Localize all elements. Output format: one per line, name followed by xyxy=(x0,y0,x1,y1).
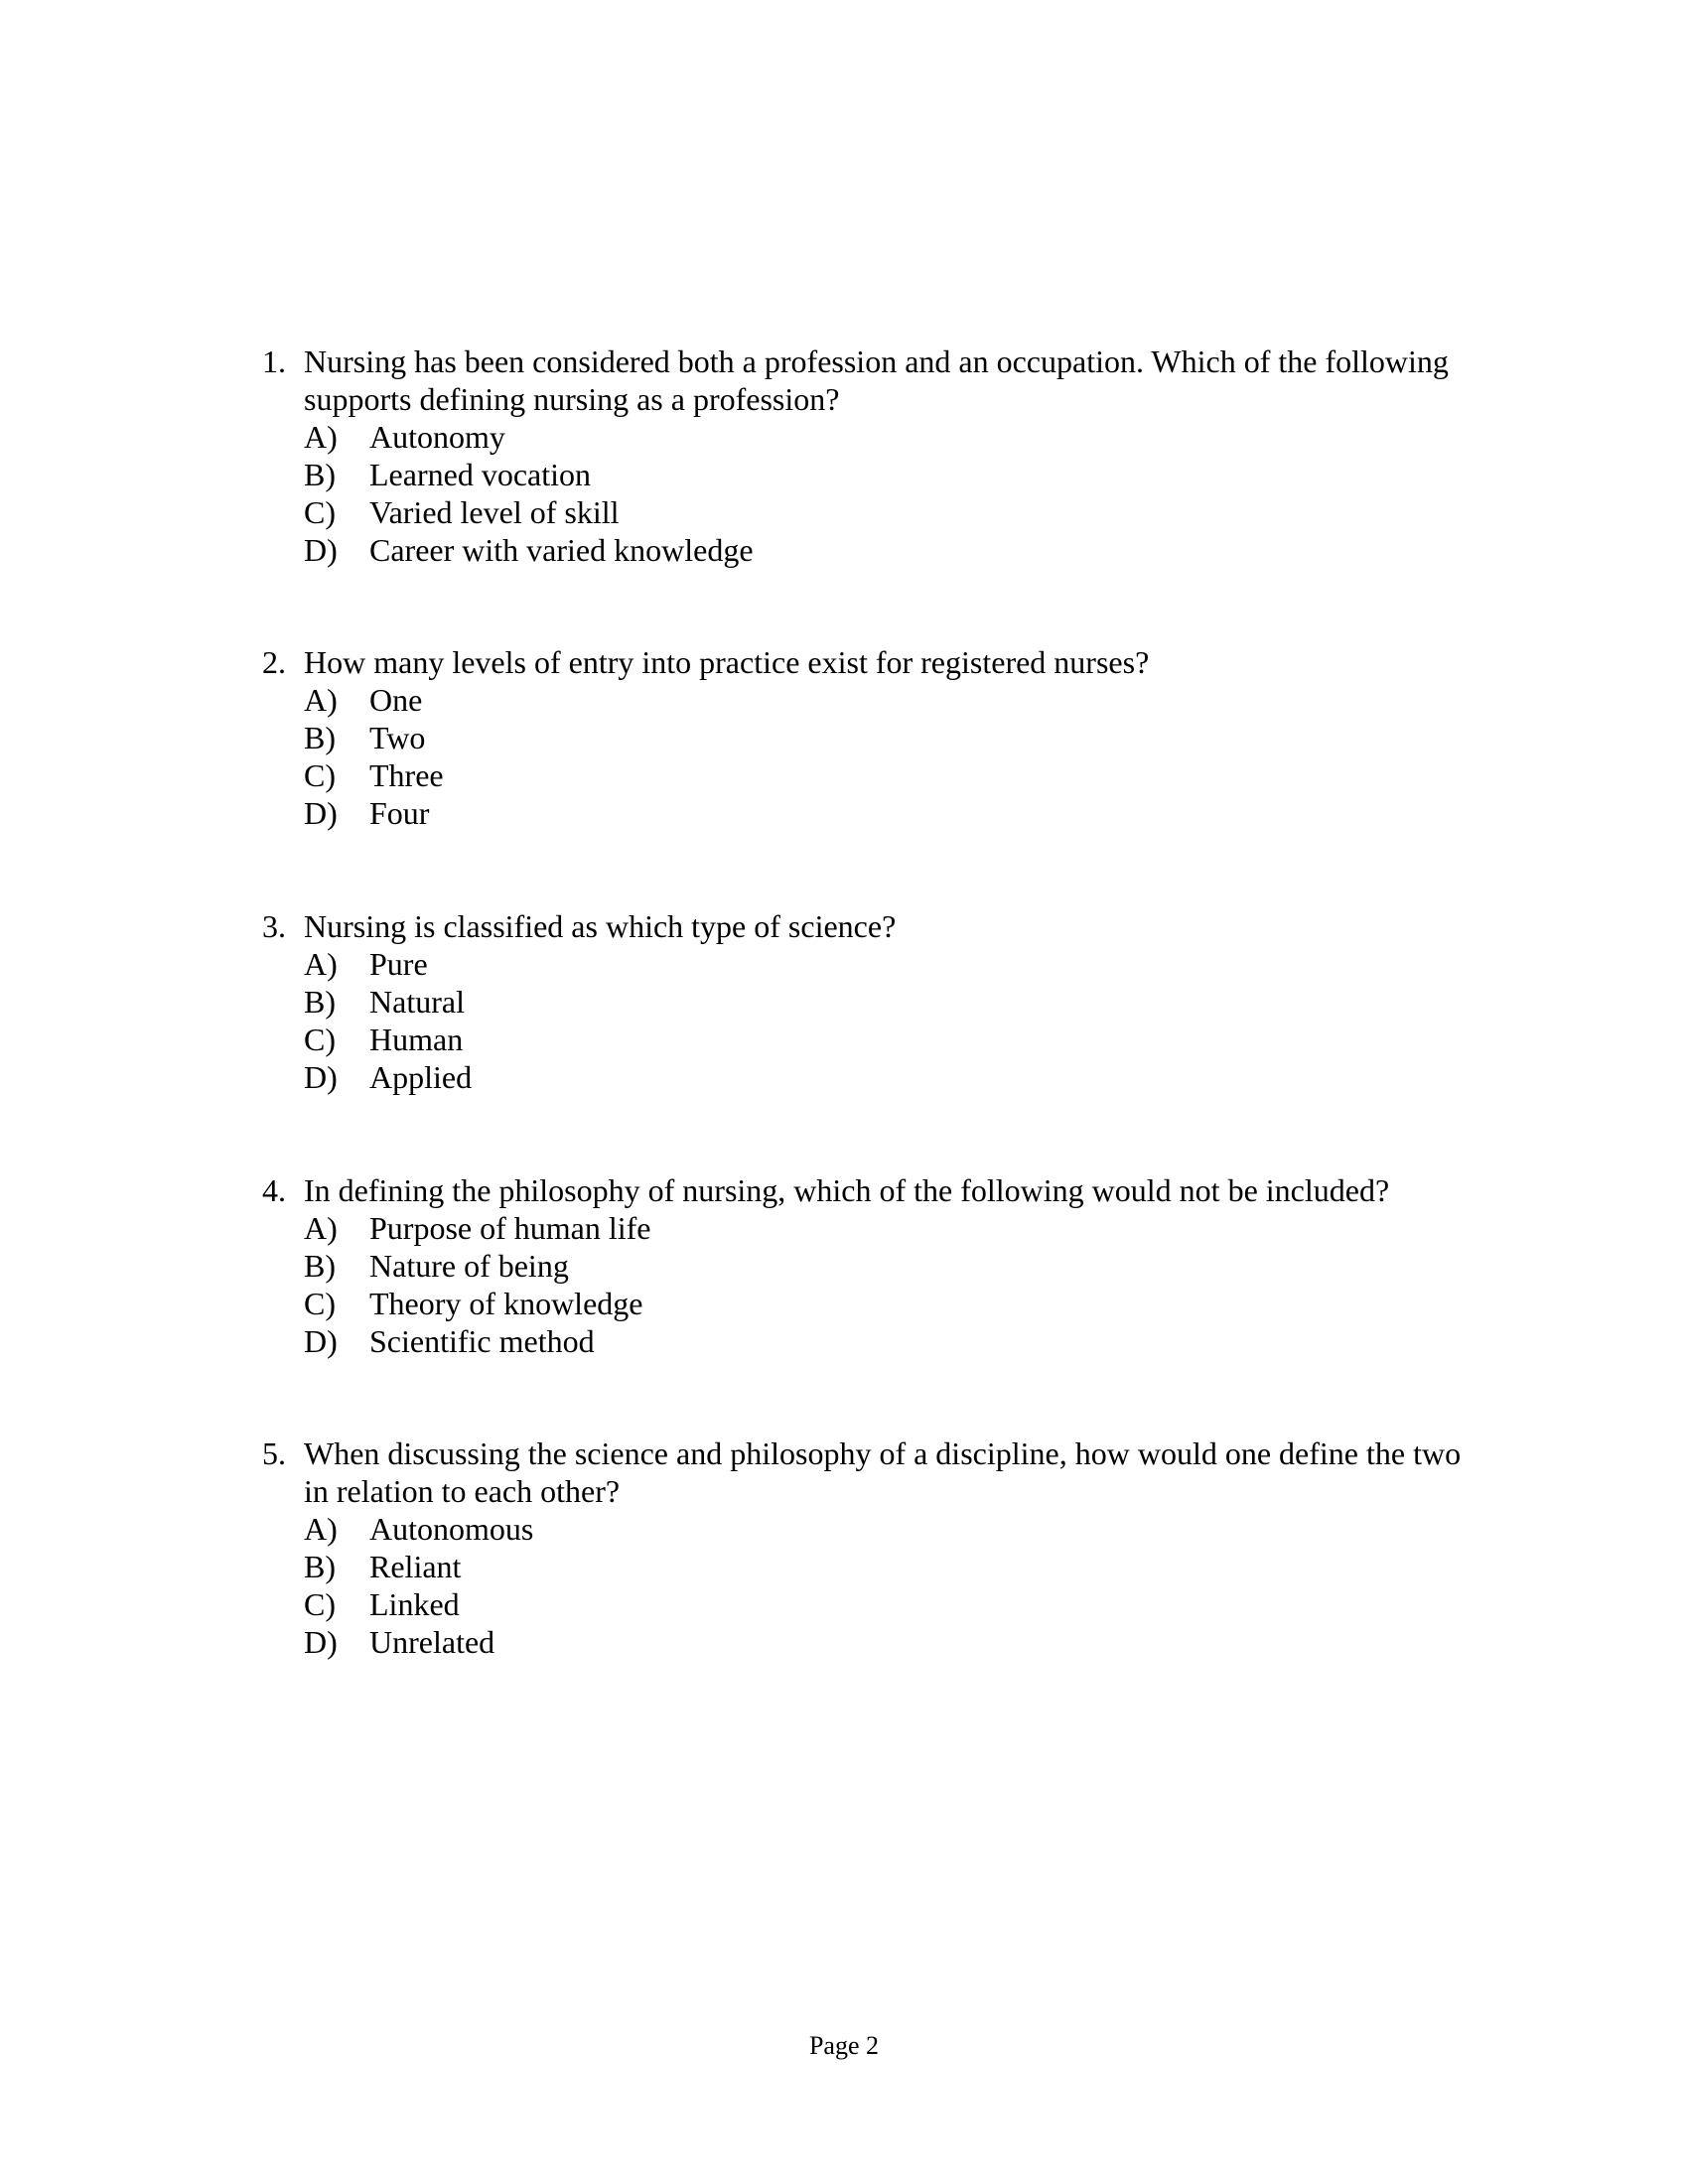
answer-option xyxy=(304,983,1483,1021)
option-text: Learned vocation xyxy=(369,457,591,492)
answer-option xyxy=(304,719,1483,756)
question-2 xyxy=(262,643,1483,832)
option-text: Autonomous xyxy=(369,1511,534,1547)
option-text: Human xyxy=(369,1022,464,1057)
option-text: Varied level of skill xyxy=(369,494,620,530)
answer-option xyxy=(304,1585,1483,1623)
option-text: One xyxy=(369,682,423,718)
question-1 xyxy=(262,342,1483,569)
option-text: Theory of knowledge xyxy=(369,1286,643,1321)
answer-option xyxy=(304,1209,1483,1247)
option-text: Reliant xyxy=(369,1549,462,1584)
answer-option xyxy=(304,1058,1483,1096)
answer-option xyxy=(304,1623,1483,1661)
answer-option xyxy=(304,756,1483,794)
question-3 xyxy=(262,907,1483,1096)
question-text: How many levels of entry into practice exist for registered nurses? xyxy=(304,644,1150,680)
option-letter: C) xyxy=(304,1286,336,1321)
answer-option xyxy=(304,1322,1483,1360)
option-text: Unrelated xyxy=(369,1624,495,1660)
option-letter: A) xyxy=(304,682,338,718)
option-letter: B) xyxy=(304,1248,336,1284)
page-number: Page 2 xyxy=(808,2031,880,2060)
option-letter: B) xyxy=(304,984,336,1020)
question-number: 2. xyxy=(262,644,286,680)
option-letter: A) xyxy=(304,1511,338,1547)
answer-option xyxy=(304,1510,1483,1548)
question-stem xyxy=(262,643,1483,681)
option-text: Two xyxy=(369,720,426,755)
option-letter: D) xyxy=(304,1059,338,1095)
answer-option xyxy=(304,1548,1483,1585)
answer-option xyxy=(304,945,1483,983)
option-letter: B) xyxy=(304,457,336,492)
option-letter: B) xyxy=(304,720,336,755)
question-stem xyxy=(262,1171,1483,1209)
question-stem xyxy=(262,1434,1483,1510)
answer-option xyxy=(304,418,1483,456)
answer-option xyxy=(304,493,1483,531)
answer-option xyxy=(304,531,1483,569)
answer-option xyxy=(304,1285,1483,1322)
question-text: Nursing is classified as which type of science? xyxy=(304,908,897,944)
option-letter: C) xyxy=(304,1586,336,1622)
option-letter: D) xyxy=(304,795,338,831)
option-text: Pure xyxy=(369,946,428,982)
option-text: Four xyxy=(369,795,430,831)
option-letter: C) xyxy=(304,757,336,793)
question-4 xyxy=(262,1171,1483,1360)
question-stem xyxy=(262,342,1483,418)
option-text: Natural xyxy=(369,984,465,1020)
question-text: In defining the philosophy of nursing, which of the following would not be included? xyxy=(304,1172,1390,1208)
question-number: 3. xyxy=(262,908,286,944)
option-letter: C) xyxy=(304,1022,336,1057)
option-letter: C) xyxy=(304,494,336,530)
option-letter: A) xyxy=(304,1210,338,1246)
option-letter: D) xyxy=(304,1323,338,1359)
question-number: 5. xyxy=(262,1435,286,1471)
option-text: Career with varied knowledge xyxy=(369,532,754,568)
option-text: Scientific method xyxy=(369,1323,595,1359)
question-number: 1. xyxy=(262,343,286,379)
question-stem xyxy=(262,907,1483,945)
option-text: Autonomy xyxy=(369,419,505,455)
answer-option xyxy=(304,681,1483,719)
option-text: Linked xyxy=(369,1586,460,1622)
option-text: Three xyxy=(369,757,444,793)
answer-option xyxy=(304,794,1483,832)
option-text: Purpose of human life xyxy=(369,1210,651,1246)
answer-option xyxy=(304,1247,1483,1285)
option-letter: D) xyxy=(304,1624,338,1660)
answer-option xyxy=(304,1021,1483,1058)
option-text: Applied xyxy=(369,1059,473,1095)
option-letter: A) xyxy=(304,946,338,982)
option-letter: A) xyxy=(304,419,338,455)
question-number: 4. xyxy=(262,1172,286,1208)
question-5 xyxy=(262,1434,1483,1661)
option-text: Nature of being xyxy=(369,1248,569,1284)
question-text: Nursing has been considered both a profession and an occupation. Which of the following supports defining nursing as a profession? xyxy=(304,343,1449,417)
answer-option xyxy=(304,456,1483,493)
option-letter: B) xyxy=(304,1549,336,1584)
question-text: When discussing the science and philosophy of a discipline, how would one define the two in relation to each other? xyxy=(304,1435,1462,1509)
option-letter: D) xyxy=(304,532,338,568)
